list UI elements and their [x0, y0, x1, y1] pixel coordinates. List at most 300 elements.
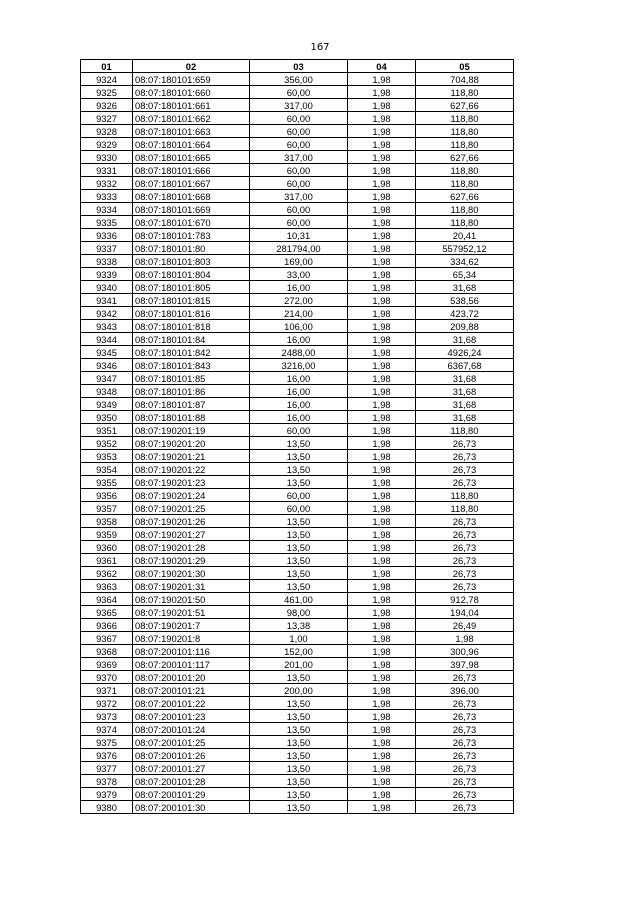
cadastral-number-cell: 08:07:200101:116 — [133, 645, 250, 658]
table-row — [81, 684, 514, 697]
rate-cell: 1,98 — [348, 320, 416, 333]
table-row — [81, 528, 514, 541]
row-number-cell: 9357 — [81, 502, 133, 515]
row-number-cell: 9341 — [81, 294, 133, 307]
rate-cell: 1,98 — [348, 632, 416, 645]
area-cell: 13,50 — [250, 710, 348, 723]
row-number-cell: 9348 — [81, 385, 133, 398]
amount-cell: 538,56 — [416, 294, 514, 307]
rate-cell: 1,98 — [348, 424, 416, 437]
area-cell: 13,50 — [250, 541, 348, 554]
row-number-cell: 9339 — [81, 268, 133, 281]
amount-cell: 26,73 — [416, 801, 514, 814]
cadastral-number-cell: 08:07:190201:8 — [133, 632, 250, 645]
cadastral-number-cell: 08:07:190201:28 — [133, 541, 250, 554]
cadastral-number-cell: 08:07:180101:805 — [133, 281, 250, 294]
area-cell: 60,00 — [250, 489, 348, 502]
row-number-cell: 9335 — [81, 216, 133, 229]
table-row — [81, 749, 514, 762]
amount-cell: 300,96 — [416, 645, 514, 658]
row-number-cell: 9368 — [81, 645, 133, 658]
area-cell: 13,50 — [250, 567, 348, 580]
table-row — [81, 606, 514, 619]
area-cell: 214,00 — [250, 307, 348, 320]
row-number-cell: 9375 — [81, 736, 133, 749]
table-row — [81, 645, 514, 658]
area-cell: 281794,00 — [250, 242, 348, 255]
amount-cell: 334,62 — [416, 255, 514, 268]
area-cell: 13,50 — [250, 476, 348, 489]
rate-cell: 1,98 — [348, 463, 416, 476]
table-row — [81, 151, 514, 164]
cadastral-number-cell: 08:07:190201:29 — [133, 554, 250, 567]
table-row — [81, 190, 514, 203]
amount-cell: 1,98 — [416, 632, 514, 645]
rate-cell: 1,98 — [348, 73, 416, 86]
table-row — [81, 125, 514, 138]
table-row — [81, 580, 514, 593]
rate-cell: 1,98 — [348, 619, 416, 632]
rate-cell: 1,98 — [348, 333, 416, 346]
row-number-cell: 9372 — [81, 697, 133, 710]
table-row — [81, 255, 514, 268]
area-cell: 3216,00 — [250, 359, 348, 372]
amount-cell: 118,80 — [416, 164, 514, 177]
row-number-cell: 9332 — [81, 177, 133, 190]
row-number-cell: 9350 — [81, 411, 133, 424]
table-row — [81, 164, 514, 177]
rate-cell: 1,98 — [348, 450, 416, 463]
table-row — [81, 450, 514, 463]
area-cell: 201,00 — [250, 658, 348, 671]
row-number-cell: 9346 — [81, 359, 133, 372]
row-number-cell: 9373 — [81, 710, 133, 723]
area-cell: 13,50 — [250, 437, 348, 450]
area-cell: 60,00 — [250, 177, 348, 190]
table-row — [81, 177, 514, 190]
cadastral-number-cell: 08:07:180101:783 — [133, 229, 250, 242]
area-cell: 60,00 — [250, 424, 348, 437]
column-header-03: 03 — [250, 60, 348, 73]
area-cell: 13,50 — [250, 723, 348, 736]
cadastral-number-cell: 08:07:200101:28 — [133, 775, 250, 788]
data-table — [80, 59, 514, 814]
row-number-cell: 9351 — [81, 424, 133, 437]
rate-cell: 1,98 — [348, 658, 416, 671]
table-row — [81, 632, 514, 645]
area-cell: 16,00 — [250, 372, 348, 385]
table-row — [81, 281, 514, 294]
cadastral-number-cell: 08:07:190201:23 — [133, 476, 250, 489]
row-number-cell: 9352 — [81, 437, 133, 450]
row-number-cell: 9374 — [81, 723, 133, 736]
column-header-01: 01 — [81, 60, 133, 73]
rate-cell: 1,98 — [348, 151, 416, 164]
column-header-04: 04 — [348, 60, 416, 73]
row-number-cell: 9330 — [81, 151, 133, 164]
amount-cell: 31,68 — [416, 281, 514, 294]
table-row — [81, 697, 514, 710]
rate-cell: 1,98 — [348, 346, 416, 359]
cadastral-number-cell: 08:07:180101:804 — [133, 268, 250, 281]
row-number-cell: 9364 — [81, 593, 133, 606]
row-number-cell: 9369 — [81, 658, 133, 671]
rate-cell: 1,98 — [348, 775, 416, 788]
area-cell: 13,50 — [250, 762, 348, 775]
rate-cell: 1,98 — [348, 554, 416, 567]
cadastral-number-cell: 08:07:180101:843 — [133, 359, 250, 372]
row-number-cell: 9328 — [81, 125, 133, 138]
amount-cell: 31,68 — [416, 398, 514, 411]
amount-cell: 26,73 — [416, 567, 514, 580]
amount-cell: 26,73 — [416, 437, 514, 450]
area-cell: 317,00 — [250, 151, 348, 164]
column-header-05: 05 — [416, 60, 514, 73]
table-row — [81, 775, 514, 788]
table-row — [81, 398, 514, 411]
row-number-cell: 9324 — [81, 73, 133, 86]
row-number-cell: 9334 — [81, 203, 133, 216]
area-cell: 16,00 — [250, 333, 348, 346]
rate-cell: 1,98 — [348, 801, 416, 814]
cadastral-number-cell: 08:07:200101:22 — [133, 697, 250, 710]
cadastral-number-cell: 08:07:180101:87 — [133, 398, 250, 411]
cadastral-number-cell: 08:07:190201:19 — [133, 424, 250, 437]
rate-cell: 1,98 — [348, 593, 416, 606]
area-cell: 98,00 — [250, 606, 348, 619]
rate-cell: 1,98 — [348, 762, 416, 775]
cadastral-number-cell: 08:07:200101:20 — [133, 671, 250, 684]
cadastral-number-cell: 08:07:180101:665 — [133, 151, 250, 164]
area-cell: 200,00 — [250, 684, 348, 697]
table-row — [81, 242, 514, 255]
rate-cell: 1,98 — [348, 112, 416, 125]
cadastral-number-cell: 08:07:180101:669 — [133, 203, 250, 216]
table-row — [81, 658, 514, 671]
rate-cell: 1,98 — [348, 710, 416, 723]
cadastral-number-cell: 08:07:190201:50 — [133, 593, 250, 606]
area-cell: 169,00 — [250, 255, 348, 268]
cadastral-number-cell: 08:07:180101:664 — [133, 138, 250, 151]
amount-cell: 118,80 — [416, 86, 514, 99]
amount-cell: 118,80 — [416, 216, 514, 229]
cadastral-number-cell: 08:07:180101:666 — [133, 164, 250, 177]
amount-cell: 65,34 — [416, 268, 514, 281]
cadastral-number-cell: 08:07:200101:21 — [133, 684, 250, 697]
table-row — [81, 593, 514, 606]
area-cell: 60,00 — [250, 112, 348, 125]
amount-cell: 26,73 — [416, 775, 514, 788]
cadastral-number-cell: 08:07:190201:22 — [133, 463, 250, 476]
table-row — [81, 541, 514, 554]
amount-cell: 26,73 — [416, 554, 514, 567]
area-cell: 33,00 — [250, 268, 348, 281]
area-cell: 60,00 — [250, 203, 348, 216]
row-number-cell: 9378 — [81, 775, 133, 788]
amount-cell: 26,73 — [416, 463, 514, 476]
rate-cell: 1,98 — [348, 580, 416, 593]
table-row — [81, 346, 514, 359]
row-number-cell: 9379 — [81, 788, 133, 801]
table-row — [81, 268, 514, 281]
rate-cell: 1,98 — [348, 359, 416, 372]
row-number-cell: 9362 — [81, 567, 133, 580]
rate-cell: 1,98 — [348, 502, 416, 515]
row-number-cell: 9336 — [81, 229, 133, 242]
amount-cell: 20,41 — [416, 229, 514, 242]
rate-cell: 1,98 — [348, 476, 416, 489]
table-row — [81, 502, 514, 515]
amount-cell: 26,73 — [416, 515, 514, 528]
table-row — [81, 372, 514, 385]
cadastral-number-cell: 08:07:180101:663 — [133, 125, 250, 138]
amount-cell: 194,04 — [416, 606, 514, 619]
amount-cell: 118,80 — [416, 112, 514, 125]
amount-cell: 118,80 — [416, 177, 514, 190]
table-row — [81, 73, 514, 86]
cadastral-number-cell: 08:07:180101:88 — [133, 411, 250, 424]
cadastral-number-cell: 08:07:180101:84 — [133, 333, 250, 346]
area-cell: 60,00 — [250, 125, 348, 138]
amount-cell: 31,68 — [416, 372, 514, 385]
amount-cell: 396,00 — [416, 684, 514, 697]
table-row — [81, 762, 514, 775]
amount-cell: 118,80 — [416, 203, 514, 216]
rate-cell: 1,98 — [348, 788, 416, 801]
row-number-cell: 9356 — [81, 489, 133, 502]
amount-cell: 26,73 — [416, 749, 514, 762]
area-cell: 2488,00 — [250, 346, 348, 359]
amount-cell: 209,88 — [416, 320, 514, 333]
cadastral-number-cell: 08:07:200101:117 — [133, 658, 250, 671]
area-cell: 60,00 — [250, 216, 348, 229]
amount-cell: 26,73 — [416, 580, 514, 593]
area-cell: 13,50 — [250, 671, 348, 684]
area-cell: 1,00 — [250, 632, 348, 645]
amount-cell: 26,73 — [416, 671, 514, 684]
cadastral-number-cell: 08:07:200101:25 — [133, 736, 250, 749]
page-number: 167 — [310, 42, 330, 53]
row-number-cell: 9338 — [81, 255, 133, 268]
rate-cell: 1,98 — [348, 125, 416, 138]
column-header-02: 02 — [133, 60, 250, 73]
rate-cell: 1,98 — [348, 242, 416, 255]
row-number-cell: 9380 — [81, 801, 133, 814]
area-cell: 16,00 — [250, 385, 348, 398]
table-row — [81, 554, 514, 567]
amount-cell: 627,66 — [416, 151, 514, 164]
cadastral-number-cell: 08:07:180101:86 — [133, 385, 250, 398]
row-number-cell: 9359 — [81, 528, 133, 541]
cadastral-number-cell: 08:07:200101:29 — [133, 788, 250, 801]
rate-cell: 1,98 — [348, 645, 416, 658]
table-row — [81, 788, 514, 801]
row-number-cell: 9345 — [81, 346, 133, 359]
area-cell: 317,00 — [250, 190, 348, 203]
row-number-cell: 9342 — [81, 307, 133, 320]
rate-cell: 1,98 — [348, 138, 416, 151]
amount-cell: 26,73 — [416, 736, 514, 749]
area-cell: 60,00 — [250, 164, 348, 177]
area-cell: 60,00 — [250, 86, 348, 99]
table-row — [81, 671, 514, 684]
table-header — [81, 60, 514, 73]
rate-cell: 1,98 — [348, 385, 416, 398]
area-cell: 13,50 — [250, 528, 348, 541]
rate-cell: 1,98 — [348, 86, 416, 99]
cadastral-number-cell: 08:07:180101:670 — [133, 216, 250, 229]
table-row — [81, 359, 514, 372]
row-number-cell: 9360 — [81, 541, 133, 554]
area-cell: 13,50 — [250, 775, 348, 788]
cadastral-number-cell: 08:07:200101:23 — [133, 710, 250, 723]
table-row — [81, 515, 514, 528]
table-row — [81, 86, 514, 99]
amount-cell: 912,78 — [416, 593, 514, 606]
cadastral-number-cell: 08:07:190201:27 — [133, 528, 250, 541]
amount-cell: 26,73 — [416, 450, 514, 463]
rate-cell: 1,98 — [348, 671, 416, 684]
table-row — [81, 424, 514, 437]
cadastral-number-cell: 08:07:200101:24 — [133, 723, 250, 736]
cadastral-number-cell: 08:07:180101:816 — [133, 307, 250, 320]
amount-cell: 26,73 — [416, 762, 514, 775]
table-row — [81, 710, 514, 723]
area-cell: 13,50 — [250, 788, 348, 801]
amount-cell: 26,73 — [416, 528, 514, 541]
table-row — [81, 307, 514, 320]
rate-cell: 1,98 — [348, 99, 416, 112]
cadastral-number-cell: 08:07:180101:803 — [133, 255, 250, 268]
rate-cell: 1,98 — [348, 203, 416, 216]
area-cell: 272,00 — [250, 294, 348, 307]
amount-cell: 118,80 — [416, 424, 514, 437]
rate-cell: 1,98 — [348, 437, 416, 450]
table-row — [81, 385, 514, 398]
row-number-cell: 9365 — [81, 606, 133, 619]
area-cell: 10,31 — [250, 229, 348, 242]
amount-cell: 397,98 — [416, 658, 514, 671]
cadastral-number-cell: 08:07:180101:662 — [133, 112, 250, 125]
area-cell: 60,00 — [250, 138, 348, 151]
rate-cell: 1,98 — [348, 515, 416, 528]
amount-cell: 627,66 — [416, 190, 514, 203]
row-number-cell: 9333 — [81, 190, 133, 203]
rate-cell: 1,98 — [348, 528, 416, 541]
row-number-cell: 9331 — [81, 164, 133, 177]
area-cell: 16,00 — [250, 411, 348, 424]
row-number-cell: 9377 — [81, 762, 133, 775]
table-row — [81, 736, 514, 749]
table-row — [81, 203, 514, 216]
rate-cell: 1,98 — [348, 294, 416, 307]
rate-cell: 1,98 — [348, 255, 416, 268]
rate-cell: 1,98 — [348, 489, 416, 502]
row-number-cell: 9354 — [81, 463, 133, 476]
rate-cell: 1,98 — [348, 541, 416, 554]
cadastral-number-cell: 08:07:190201:24 — [133, 489, 250, 502]
row-number-cell: 9347 — [81, 372, 133, 385]
amount-cell: 31,68 — [416, 385, 514, 398]
table-row — [81, 294, 514, 307]
rate-cell: 1,98 — [348, 229, 416, 242]
area-cell: 13,50 — [250, 749, 348, 762]
area-cell: 317,00 — [250, 99, 348, 112]
cadastral-number-cell: 08:07:180101:667 — [133, 177, 250, 190]
table-row — [81, 320, 514, 333]
table-row — [81, 229, 514, 242]
row-number-cell: 9353 — [81, 450, 133, 463]
cadastral-number-cell: 08:07:180101:661 — [133, 99, 250, 112]
rate-cell: 1,98 — [348, 216, 416, 229]
rate-cell: 1,98 — [348, 411, 416, 424]
amount-cell: 118,80 — [416, 502, 514, 515]
row-number-cell: 9327 — [81, 112, 133, 125]
amount-cell: 31,68 — [416, 333, 514, 346]
area-cell: 152,00 — [250, 645, 348, 658]
rate-cell: 1,98 — [348, 567, 416, 580]
row-number-cell: 9363 — [81, 580, 133, 593]
amount-cell: 118,80 — [416, 138, 514, 151]
rate-cell: 1,98 — [348, 372, 416, 385]
row-number-cell: 9344 — [81, 333, 133, 346]
cadastral-number-cell: 08:07:190201:21 — [133, 450, 250, 463]
cadastral-number-cell: 08:07:180101:818 — [133, 320, 250, 333]
rate-cell: 1,98 — [348, 684, 416, 697]
cadastral-number-cell: 08:07:180101:668 — [133, 190, 250, 203]
cadastral-number-cell: 08:07:190201:30 — [133, 567, 250, 580]
amount-cell: 704,88 — [416, 73, 514, 86]
cadastral-number-cell: 08:07:190201:31 — [133, 580, 250, 593]
row-number-cell: 9358 — [81, 515, 133, 528]
table-row — [81, 567, 514, 580]
amount-cell: 6367,68 — [416, 359, 514, 372]
rate-cell: 1,98 — [348, 190, 416, 203]
amount-cell: 31,68 — [416, 411, 514, 424]
row-number-cell: 9329 — [81, 138, 133, 151]
cadastral-number-cell: 08:07:200101:27 — [133, 762, 250, 775]
row-number-cell: 9355 — [81, 476, 133, 489]
amount-cell: 26,73 — [416, 710, 514, 723]
rate-cell: 1,98 — [348, 736, 416, 749]
row-number-cell: 9337 — [81, 242, 133, 255]
amount-cell: 4926,24 — [416, 346, 514, 359]
area-cell: 16,00 — [250, 281, 348, 294]
row-number-cell: 9326 — [81, 99, 133, 112]
cadastral-number-cell: 08:07:180101:842 — [133, 346, 250, 359]
row-number-cell: 9376 — [81, 749, 133, 762]
table-row — [81, 216, 514, 229]
area-cell: 13,50 — [250, 736, 348, 749]
rate-cell: 1,98 — [348, 606, 416, 619]
cadastral-number-cell: 08:07:180101:659 — [133, 73, 250, 86]
cadastral-number-cell: 08:07:200101:26 — [133, 749, 250, 762]
area-cell: 13,50 — [250, 515, 348, 528]
row-number-cell: 9366 — [81, 619, 133, 632]
area-cell: 13,50 — [250, 580, 348, 593]
cadastral-number-cell: 08:07:180101:85 — [133, 372, 250, 385]
rate-cell: 1,98 — [348, 164, 416, 177]
cadastral-number-cell: 08:07:180101:660 — [133, 86, 250, 99]
amount-cell: 26,73 — [416, 723, 514, 736]
table-row — [81, 619, 514, 632]
rate-cell: 1,98 — [348, 307, 416, 320]
rate-cell: 1,98 — [348, 398, 416, 411]
amount-cell: 627,66 — [416, 99, 514, 112]
cadastral-number-cell: 08:07:190201:51 — [133, 606, 250, 619]
table-row — [81, 112, 514, 125]
row-number-cell: 9349 — [81, 398, 133, 411]
